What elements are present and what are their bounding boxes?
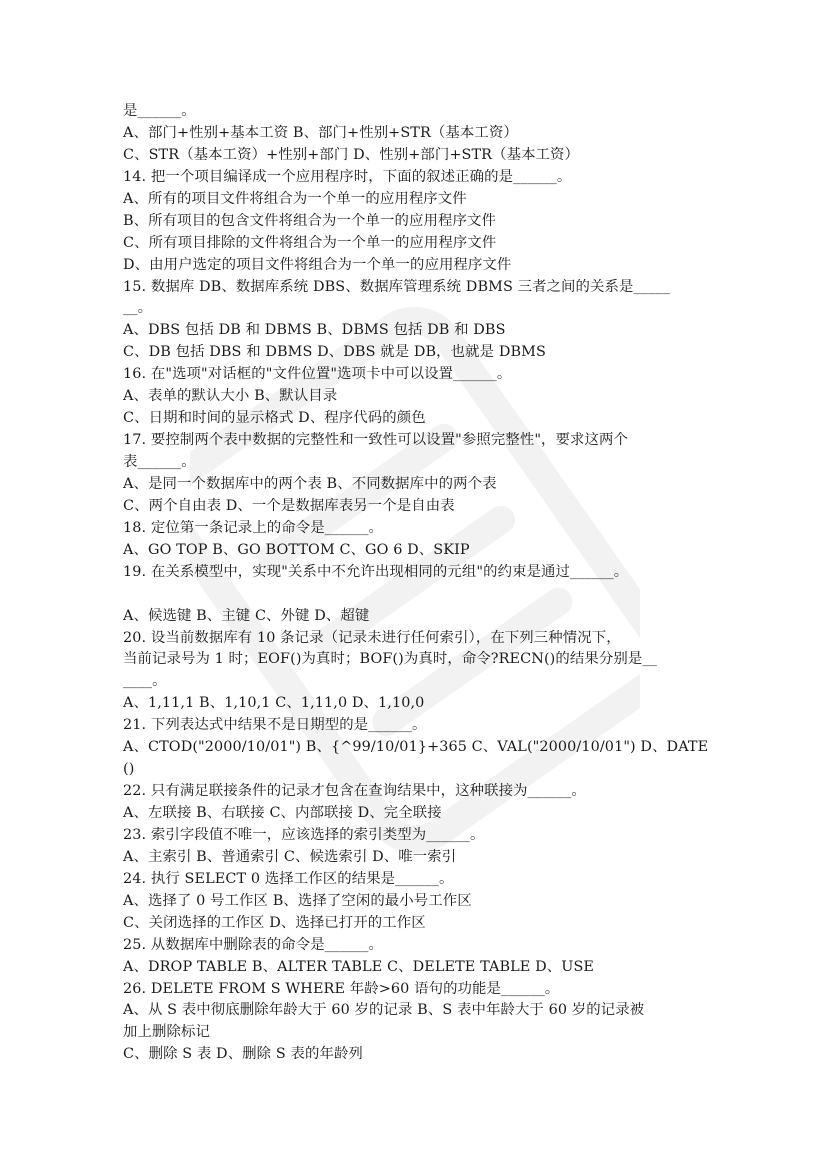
question-15: 15. 数据库 DB、数据库系统 DBS、数据库管理系统 DBMS 三者之间的关系是_____ xyxy=(123,278,670,295)
text-line: A、从 S 表中彻底删除年龄大于 60 岁的记录 B、S 表中年龄大于 60 岁的记录被 xyxy=(123,1002,645,1019)
text-line: D、由用户选定的项目文件将组合为一个单一的应用程序文件 xyxy=(123,256,512,273)
blank-line xyxy=(123,584,713,606)
question-24: 24. 执行 SELECT 0 选择工作区的结果是______。 xyxy=(123,870,454,887)
question-19: 19. 在关系模型中，实现"关系中不允许出现相同的元组"的约束是通过______。 xyxy=(123,563,629,580)
text-line: A、是同一个数据库中的两个表 B、不同数据库中的两个表 xyxy=(123,475,497,492)
text-line: C、关闭选择的工作区 D、选择已打开的工作区 xyxy=(123,914,426,931)
text-line: B、所有项目的包含文件将组合为一个单一的应用程序文件 xyxy=(123,212,496,229)
text-line: 加上删除标记 xyxy=(123,1024,210,1041)
text-line: __。 xyxy=(123,300,153,317)
question-16: 16. 在"选项"对话框的"文件位置"选项卡中可以设置______。 xyxy=(123,366,512,383)
text-line: 表______。 xyxy=(123,454,196,470)
question-21: 21. 下列表达式中结果不是日期型的是______。 xyxy=(123,717,427,734)
text-line: () xyxy=(123,761,135,778)
text-line: A、主索引 B、普通索引 C、候选索引 D、唯一索引 xyxy=(123,848,457,865)
text-line: A、选择了 0 号工作区 B、选择了空闲的最小号工作区 xyxy=(123,892,472,909)
text-line: A、候选键 B、主键 C、外键 D、超键 xyxy=(123,607,370,624)
question-22: 22. 只有满足联接条件的记录才包含在查询结果中，这种联接为______。 xyxy=(123,783,586,800)
text-line: C、DB 包括 DBS 和 DBMS D、DBS 就是 DB，也就是 DBMS xyxy=(123,344,546,361)
text-line: A、GO TOP B、GO BOTTOM C、GO 6 D、SKIP xyxy=(123,541,470,558)
question-20: 20. 设当前数据库有 10 条记录（记录未进行任何索引），在下列三种情况下， xyxy=(123,629,621,646)
text-line: C、所有项目排除的文件将组合为一个单一的应用程序文件 xyxy=(123,234,497,251)
text-line: A、所有的项目文件将组合为一个单一的应用程序文件 xyxy=(123,190,467,207)
text-line: 当前记录号为 1 时；EOF()为真时；BOF()为真时，命令?RECN()的结果分别是__ xyxy=(123,651,657,668)
text-line: 是______。 xyxy=(123,103,196,119)
text-line: C、日期和时间的显示格式 D、程序代码的颜色 xyxy=(123,410,426,427)
text-line: C、STR（基本工资）+性别+部门 D、性别+部门+STR（基本工资） xyxy=(123,146,580,163)
text-line: A、DROP TABLE B、ALTER TABLE C、DELETE TABLE D、USE xyxy=(123,958,595,975)
text-line: A、1,11,1 B、1,10,1 C、1,11,0 D、1,10,0 xyxy=(123,695,425,712)
question-26: 26. DELETE FROM S WHERE 年龄>60 语句的功能是______。 xyxy=(123,980,560,997)
question-25: 25. 从数据库中删除表的命令是______。 xyxy=(123,936,384,953)
question-14: 14. 把一个项目编译成一个应用程序时，下面的叙述正确的是______。 xyxy=(123,168,572,185)
text-line: C、删除 S 表 D、删除 S 表的年龄列 xyxy=(123,1046,363,1063)
text-line: ____。 xyxy=(123,673,167,690)
text-line: A、表单的默认大小 B、默认目录 xyxy=(123,388,338,405)
question-17: 17. 要控制两个表中数据的完整性和一致性可以设置"参照完整性"，要求这两个 xyxy=(123,432,629,449)
question-18: 18. 定位第一条记录上的命令是______。 xyxy=(123,519,384,536)
text-line: C、两个自由表 D、一个是数据库表另一个是自由表 xyxy=(123,497,455,514)
text-line: A、DBS 包括 DB 和 DBMS B、DBMS 包括 DB 和 DBS xyxy=(123,322,506,339)
text-line: A、左联接 B、右联接 C、内部联接 D、完全联接 xyxy=(123,805,442,821)
question-23: 23. 索引字段值不唯一，应该选择的索引类型为______。 xyxy=(123,826,485,843)
text-line: A、部门+性别+基本工资 B、部门+性别+STR（基本工资） xyxy=(123,124,518,141)
document-text xyxy=(123,101,713,1066)
text-line: A、CTOD("2000/10/01") B、{^99/10/01}+365 C、VAL("2000/10/01") D、DATE xyxy=(123,739,709,756)
